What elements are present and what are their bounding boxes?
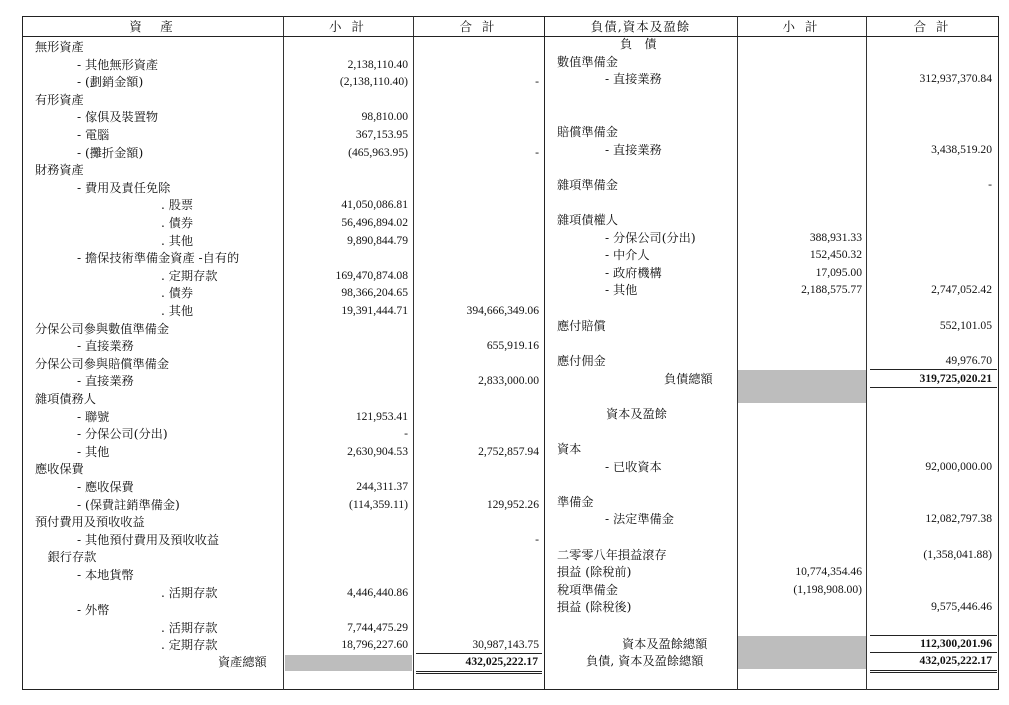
shaded-cell	[285, 655, 412, 671]
row-label: . 債券	[161, 216, 194, 230]
row-label: . 債券	[161, 286, 194, 301]
header-subtotal-right: 小 計	[782, 19, 821, 34]
total-cell: 312,937,370.84	[919, 72, 992, 86]
row-label: - 電腦	[77, 128, 110, 142]
liabilities-total-label: 負債總額	[664, 372, 713, 386]
row-label: 賠償準備金	[557, 125, 618, 139]
subtotal-cell: 41,050,086.81	[341, 198, 408, 212]
total-cell: -	[535, 145, 539, 159]
subtotal-cell: 152,450.32	[809, 248, 862, 262]
row-label: . 活期存款	[161, 620, 218, 635]
row-label: 損益 (除稅後)	[557, 600, 632, 615]
row-label: 稅項準備金	[557, 582, 618, 597]
row-label: - 本地貨幣	[77, 568, 134, 582]
row-label: - 其他無形資產	[77, 57, 159, 72]
header-assets: 資 產	[129, 19, 176, 34]
capital-total-label: 資本及盈餘總額	[622, 637, 708, 651]
header-total-right: 合 計	[913, 19, 952, 34]
double-rule	[416, 671, 542, 674]
col-divider	[866, 16, 867, 690]
subtotal-cell: 98,366,204.65	[341, 286, 408, 300]
sum-rule	[870, 369, 997, 370]
total-cell: 2,833,000.00	[478, 374, 539, 388]
row-label: 應付賠償	[557, 318, 606, 333]
subtotal-cell: 7,744,475.29	[347, 620, 408, 634]
row-label: - 費用及責任免除	[77, 180, 171, 195]
total-cell: 552,101.05	[939, 318, 992, 332]
row-label: - 直接業務	[77, 374, 134, 389]
header-subtotal-left: 小 計	[329, 19, 367, 34]
row-label: 應付佣金	[557, 353, 606, 368]
subtotal-cell: 121,953.41	[355, 409, 408, 423]
subtotal-cell: 56,496,894.02	[341, 216, 408, 229]
total-cell: 394,666,349.06	[466, 304, 539, 317]
row-label: - 傢俱及裝置物	[77, 110, 159, 125]
subtotal-cell: 10,774,354.46	[795, 565, 862, 579]
subtotal-cell: 2,188,575.77	[801, 283, 862, 297]
row-label: 銀行存款	[47, 550, 97, 565]
row-label: 無形資產	[35, 40, 84, 54]
row-label: 準備金	[557, 494, 594, 509]
subtotal-cell: 4,446,440.86	[347, 585, 408, 599]
capital-total-value: 112,300,201.96	[920, 637, 992, 650]
row-label: - 分保公司(分出)	[605, 230, 696, 245]
grand-total-value: 432,025,222.17	[919, 654, 992, 667]
row-label: - 聯號	[77, 409, 110, 424]
row-label: 應收保費	[35, 462, 84, 477]
row-label: - (保費註銷準備金)	[77, 497, 180, 512]
header-total-left: 合 計	[459, 19, 498, 34]
row-label: - 其他預付費用及預收收益	[77, 532, 220, 547]
double-rule	[870, 670, 997, 673]
col-divider	[737, 16, 738, 690]
total-cell: 2,747,052.42	[931, 283, 992, 297]
total-cell: 12,082,797.38	[925, 512, 992, 526]
row-label: . 活期存款	[161, 585, 218, 600]
subtotal-cell: 98,810.00	[361, 110, 408, 124]
row-label: - 直接業務	[77, 339, 134, 354]
row-label: - 已收資本	[605, 459, 662, 474]
row-label: 二零零八年損益滾存	[557, 547, 667, 562]
grand-total-label: 負債, 資本及盈餘總額	[586, 654, 704, 668]
subtotal-cell: 244,311.37	[356, 480, 408, 493]
center-divider	[544, 16, 545, 690]
subtotal-cell: 367,153.95	[355, 128, 408, 141]
total-cell: 92,000,000.00	[925, 459, 992, 473]
total-cell: -	[535, 532, 539, 546]
row-label: . 定期存款	[161, 268, 218, 283]
liabilities-total-value: 319,725,020.21	[919, 372, 992, 385]
assets-total-value: 432,025,222.17	[465, 655, 538, 668]
subtotal-cell: 2,630,904.53	[347, 444, 408, 458]
row-label: 雜項債務人	[35, 392, 96, 406]
row-label: - 其他	[605, 283, 638, 298]
capital-heading: 資本及盈餘	[606, 407, 667, 421]
row-label: - 外幣	[77, 603, 110, 618]
row-label: 資本	[557, 442, 582, 456]
row-label: - 其他	[77, 444, 110, 459]
row-label: . 其他	[161, 233, 194, 248]
row-label: - 應收保費	[77, 480, 134, 494]
row-label: 數值準備金	[557, 54, 618, 69]
total-cell: 30,987,143.75	[472, 638, 539, 652]
subtotal-cell: (114,359.11)	[348, 497, 408, 511]
subtotal-cell: -	[404, 427, 408, 441]
row-label: - 政府機構	[605, 265, 662, 280]
total-cell: -	[988, 177, 992, 191]
subtotal-cell: 2,138,110.40	[347, 57, 408, 71]
total-cell: 49,976.70	[945, 353, 992, 367]
subtotal-cell: 9,890,844.79	[347, 233, 408, 247]
row-label: - 法定準備金	[605, 512, 674, 527]
total-cell: (1,358,041.88)	[923, 547, 992, 561]
subtotal-cell: 17,095.00	[815, 265, 862, 279]
subtotal-cell: 19,391,444.71	[341, 304, 408, 317]
row-label: . 定期存款	[161, 638, 218, 653]
row-label: 負 債	[620, 37, 657, 51]
row-label: - (攤折金額)	[77, 145, 144, 160]
subtotal-cell: 169,470,874.08	[335, 268, 408, 282]
row-label: . 其他	[161, 304, 194, 318]
subtotal-cell: (1,198,908.00)	[793, 582, 862, 596]
total-cell: 2,752,857.94	[478, 444, 539, 458]
row-label: - 中介人	[605, 248, 650, 263]
total-cell: 3,438,519.20	[931, 142, 992, 156]
total-cell: -	[535, 75, 539, 89]
row-label: 有形資產	[35, 92, 84, 107]
header-rule	[22, 36, 999, 37]
header-liabilities: 負債,資本及盈餘	[590, 19, 691, 34]
row-label: 財務資產	[35, 163, 84, 178]
row-label: - 直接業務	[605, 72, 662, 87]
assets-total-label: 資產總額	[218, 655, 267, 669]
row-label: - 分保公司(分出)	[77, 427, 168, 442]
total-cell: 129,952.26	[486, 497, 539, 511]
total-cell: 9,575,446.46	[931, 600, 992, 614]
row-label: - 擔保技術準備金資產 -自有的	[77, 251, 240, 266]
row-label: 預付費用及預收收益	[35, 515, 145, 530]
subtotal-cell: (465,963.95)	[348, 145, 408, 159]
row-label: 分保公司參與賠償準備金	[35, 356, 170, 371]
col-divider	[283, 16, 284, 690]
total-cell: 655,919.16	[486, 339, 539, 353]
row-label: 損益 (除稅前)	[557, 565, 632, 580]
row-label: 雜項準備金	[557, 177, 618, 192]
row-label: . 股票	[161, 198, 194, 213]
shaded-cell	[738, 370, 866, 403]
row-label: 分保公司參與數值準備金	[35, 321, 170, 336]
row-label: - (劃銷金額)	[77, 75, 144, 90]
sum-rule	[870, 387, 997, 388]
shaded-cell	[738, 636, 866, 669]
row-label: 雜項債權人	[557, 213, 618, 227]
subtotal-cell: 18,796,227.60	[341, 638, 408, 652]
row-label: - 直接業務	[605, 142, 662, 157]
subtotal-cell: 388,931.33	[809, 230, 862, 244]
subtotal-cell: (2,138,110.40)	[339, 75, 408, 89]
